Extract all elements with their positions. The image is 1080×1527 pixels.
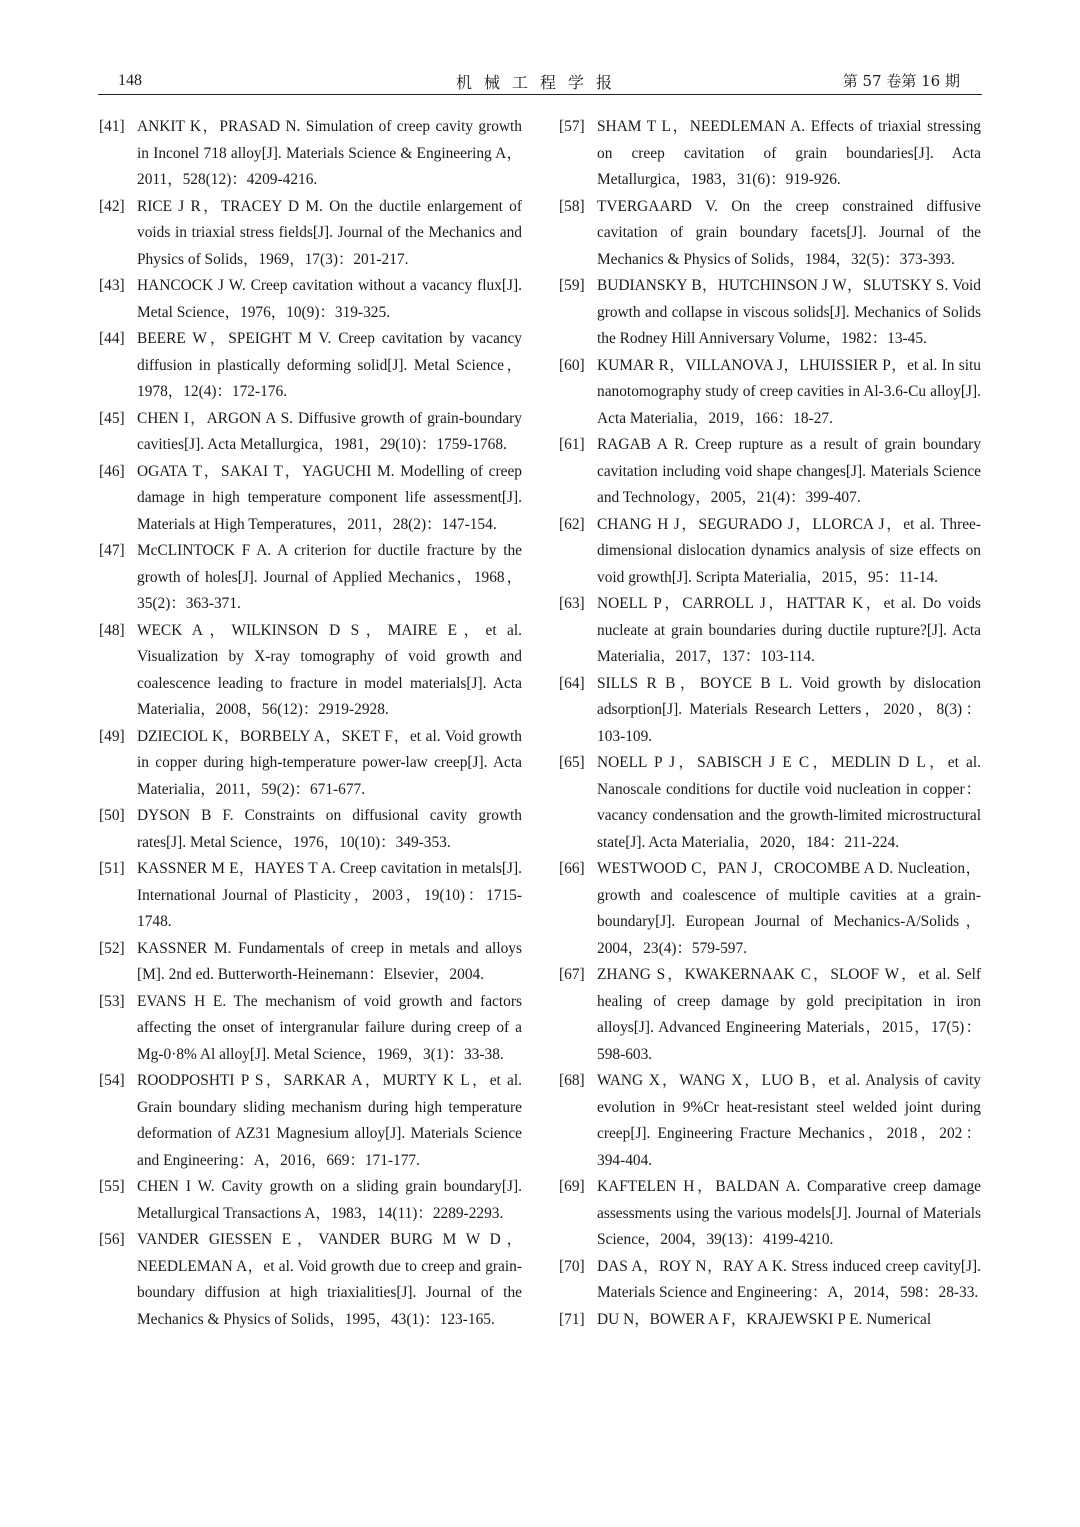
reference-number: [51] (99, 860, 125, 877)
reference-text: DAS A，ROY N，RAY A K. Stress induced creep cavity[J]. Materials Science and Engineering：A，2014，598：28-33. (597, 1257, 981, 1301)
reference-entry (559, 856, 981, 962)
reference-entry (559, 432, 981, 512)
reference-text: BEERE W，SPEIGHT M V. Creep cavitation by vacancy diffusion in plastically deforming solid[J]. Metal Science，1978，12(4)：172-176. (137, 330, 522, 400)
reference-number: [63] (559, 595, 585, 612)
reference-text: WECK A，WILKINSON D S，MAIRE E，et al. Visualization by X-ray tomography of void growth and coalescence leading to fracture in model materials[J]. Acta Materialia，2008，56(12)：2919-2928. (137, 621, 522, 718)
reference-text: SILLS R B，BOYCE B L. Void growth by dislocation adsorption[J]. Materials Research Letters，2020，8(3)：103-109. (597, 674, 981, 745)
reference-text: DU N，BOWER A F，KRAJEWSKI P E. Numerical (597, 1310, 932, 1328)
reference-entry (559, 273, 981, 353)
reference-entry (559, 114, 981, 194)
reference-number: [49] (99, 727, 125, 745)
reference-number: [50] (99, 807, 125, 824)
reference-number: [70] (559, 1257, 585, 1275)
reference-text: McCLINTOCK F A. A criterion for ductile fracture by the growth of holes[J]. Journal of Applied Mechanics，1968，35(2)：363-371. (137, 542, 522, 612)
reference-text: KASSNER M. Fundamentals of creep in metals and alloys [M]. 2nd ed. Butterworth-Heinemann：Elsevier，2004. (137, 939, 522, 983)
right-column (559, 114, 981, 1333)
reference-text: DZIECIOL K，BORBELY A，SKET F，et al. Void growth in copper during high-temperature power-law creep[J]. Acta Materialia，2011，59(2)：671-677. (137, 727, 522, 798)
reference-entry (99, 618, 522, 724)
reference-text: VANDER GIESSEN E，VANDER BURG M W D，NEEDLEMAN A，et al. Void growth due to creep and grain-boundary diffusion at high triaxialities[J]. Journal of the Mechanics & Physics of Solids，1995，43(1)：123-165. (137, 1231, 522, 1328)
reference-entry (99, 856, 522, 936)
reference-entry (99, 724, 522, 804)
reference-entry (99, 803, 522, 856)
reference-number: [41] (99, 118, 125, 135)
reference-number: [52] (99, 939, 125, 957)
reference-number: [65] (559, 754, 585, 771)
reference-text: TVERGAARD V. On the creep constrained diffusive cavitation of grain boundary facets[J]. Journal of the Mechanics & Physics of Solids，1984，32(5)：373-393. (597, 197, 981, 268)
reference-number: [67] (559, 966, 585, 983)
reference-entry (559, 1068, 981, 1174)
reference-entry (559, 1174, 981, 1254)
reference-entry (559, 671, 981, 751)
reference-number: [68] (559, 1072, 585, 1089)
reference-text: RICE J R，TRACEY D M. On the ductile enlargement of voids in triaxial stress fields[J]. Journal of the Mechanics and Physics of Solids，1969，17(3)：201-217. (137, 197, 522, 268)
reference-entry (559, 194, 981, 274)
reference-entry (99, 1174, 522, 1227)
reference-number: [64] (559, 674, 585, 692)
reference-number: [58] (559, 197, 585, 215)
reference-number: [45] (99, 409, 125, 427)
reference-number: [47] (99, 542, 125, 559)
reference-text: HANCOCK J W. Creep cavitation without a vacancy flux[J]. Metal Science，1976，10(9)：319-325. (137, 277, 522, 321)
reference-entry (559, 750, 981, 856)
reference-number: [62] (559, 515, 585, 533)
reference-text: BUDIANSKY B，HUTCHINSON J W，SLUTSKY S. Void growth and collapse in viscous solids[J]. Mechanics of Solids the Rodney Hill Anniversary Volume，1982：13-45. (597, 277, 981, 347)
reference-entry (99, 1227, 522, 1333)
reference-entry (99, 273, 522, 326)
reference-entry (99, 459, 522, 539)
reference-text: ROODPOSHTI P S，SARKAR A，MURTY K L，et al. Grain boundary sliding mechanism during high temperature deformation of AZ31 Magnesium alloy[J]. Materials Science and Engineering：A，2016，669：171-177. (137, 1072, 522, 1169)
issue-label: 第 57 卷第 16 期 (842, 72, 960, 90)
reference-text: KASSNER M E，HAYES T A. Creep cavitation in metals[J]. International Journal of Plasticity，2003，19(10)：1715-1748. (137, 860, 522, 930)
reference-number: [53] (99, 992, 125, 1010)
reference-text: SHAM T L，NEEDLEMAN A. Effects of triaxial stressing on creep cavitation of grain boundaries[J]. Acta Metallurgica，1983，31(6)：919-926. (597, 118, 981, 188)
reference-entry (559, 353, 981, 433)
reference-entry (99, 406, 522, 459)
reference-text: KAFTELEN H，BALDAN A. Comparative creep damage assessments using the various models[J]. Journal of Materials Science，2004，39(13)：4199-4210. (597, 1178, 981, 1248)
reference-text: CHEN I W. Cavity growth on a sliding grain boundary[J]. Metallurgical Transactions A，1983，14(11)：2289-2293. (137, 1178, 522, 1222)
reference-entry (559, 1307, 981, 1334)
reference-entry (99, 194, 522, 274)
reference-number: [55] (99, 1178, 125, 1195)
page-number: 148 (118, 72, 142, 89)
reference-text: DYSON B F. Constraints on diffusional cavity growth rates[J]. Metal Science，1976，10(10)：349-353. (137, 807, 522, 851)
reference-number: [54] (99, 1072, 125, 1089)
reference-number: [46] (99, 462, 125, 480)
reference-text: ANKIT K，PRASAD N. Simulation of creep cavity growth in Inconel 718 alloy[J]. Materials Science & Engineering A，2011，528(12)：4209-4216. (137, 118, 522, 188)
reference-entry (99, 326, 522, 406)
reference-text: WANG X，WANG X，LUO B，et al. Analysis of cavity evolution in 9%Cr heat-resistant steel welded joint during creep[J]. Engineering Fracture Mechanics，2018，202：394-404. (597, 1072, 981, 1169)
reference-number: [71] (559, 1310, 585, 1328)
reference-text: NOELL P，CARROLL J，HATTAR K，et al. Do voids nucleate at grain boundaries during ductile rupture?[J]. Acta Materialia，2017，137：103-114. (597, 595, 981, 665)
reference-text: ZHANG S，KWAKERNAAK C，SLOOF W，et al. Self healing of creep damage by gold precipitation in iron alloys[J]. Advanced Engineering Materials，2015，17(5)：598-603. (597, 966, 981, 1063)
reference-number: [60] (559, 356, 585, 374)
reference-text: CHANG H J，SEGURADO J，LLORCA J，et al. Three-dimensional dislocation dynamics analysis of size effects on void growth[J]. Scripta Materialia，2015，95：11-14. (597, 515, 981, 586)
reference-text: WESTWOOD C，PAN J，CROCOMBE A D. Nucleation，growth and coalescence of multiple cavities at a grain-boundary[J]. European Journal of Mechanics-A/Solids，2004，23(4)：579-597. (597, 860, 981, 957)
reference-entry (559, 962, 981, 1068)
reference-text: NOELL P J，SABISCH J E C，MEDLIN D L，et al. Nanoscale conditions for ductile void nucleation in copper：vacancy condensation and the growth-limited microstructural state[J]. Acta Materialia，2020，184：211-224. (597, 754, 981, 851)
left-column (99, 114, 522, 1333)
reference-number: [56] (99, 1231, 125, 1248)
reference-number: [43] (99, 277, 125, 294)
reference-text: OGATA T，SAKAI T，YAGUCHI M. Modelling of creep damage in high temperature component life assessment[J]. Materials at High Temperatures，2011，28(2)：147-154. (137, 462, 522, 533)
reference-text: EVANS H E. The mechanism of void growth and factors affecting the onset of intergranular failure during creep of a Mg-0·8% Al alloy[J]. Metal Science，1969，3(1)：33-38. (137, 992, 522, 1063)
reference-text: CHEN I，ARGON A S. Diffusive growth of grain-boundary cavities[J]. Acta Metallurgica，1981，29(10)：1759-1768. (137, 409, 522, 453)
reference-entry (559, 512, 981, 592)
reference-text: KUMAR R，VILLANOVA J，LHUISSIER P，et al. In situ nanotomography study of creep cavities in Al-3.6-Cu alloy[J]. Acta Materialia，2019，166：18-27. (597, 356, 981, 427)
reference-entry (559, 591, 981, 671)
reference-entry (99, 989, 522, 1069)
reference-number: [42] (99, 197, 125, 215)
reference-number: [61] (559, 436, 585, 453)
reference-entry (99, 114, 522, 194)
reference-text: RAGAB A R. Creep rupture as a result of grain boundary cavitation including void shape changes[J]. Materials Science and Technology，2005，21(4)：399-407. (597, 436, 981, 506)
reference-number: [48] (99, 621, 125, 639)
reference-entry (99, 936, 522, 989)
header-rule (98, 94, 982, 95)
page-header (98, 68, 982, 94)
reference-number: [66] (559, 860, 585, 877)
reference-entry (559, 1254, 981, 1307)
reference-number: [69] (559, 1178, 585, 1195)
reference-number: [59] (559, 277, 585, 294)
reference-number: [57] (559, 118, 585, 135)
journal-title: 机械工程学报 (455, 73, 624, 92)
reference-number: [44] (99, 330, 125, 347)
reference-entry (99, 1068, 522, 1174)
reference-entry (99, 538, 522, 618)
